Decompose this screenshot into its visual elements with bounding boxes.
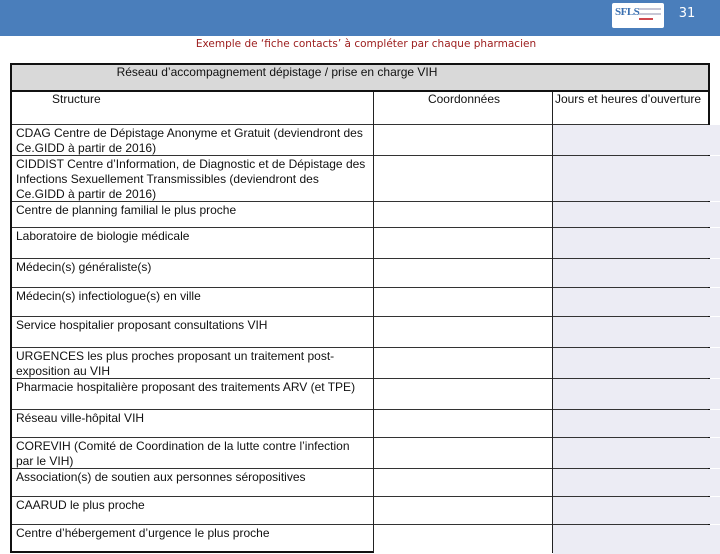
table-row <box>12 316 708 347</box>
table-row <box>12 201 708 227</box>
table-row <box>12 409 708 437</box>
structure-cell: Centre de planning familial le plus proche <box>16 203 237 217</box>
table-row <box>12 378 708 409</box>
column-header-structure: Structure <box>52 92 101 106</box>
coordonnees-cell[interactable] <box>374 410 552 437</box>
table-row <box>12 258 708 287</box>
coordonnees-cell[interactable] <box>374 348 552 378</box>
horaires-cell[interactable] <box>553 228 720 258</box>
horaires-cell[interactable] <box>553 348 720 378</box>
coordonnees-cell[interactable] <box>374 228 552 258</box>
column-header-horaires: Jours et heures d’ouverture <box>554 92 702 106</box>
column-header-coordonnees: Coordonnées <box>427 92 501 106</box>
structure-cell: CAARUD le plus proche <box>16 498 145 512</box>
coordonnees-cell[interactable] <box>374 156 552 201</box>
table-row <box>12 227 708 258</box>
page-number: 31 <box>678 6 696 21</box>
table-row <box>12 287 708 316</box>
horaires-cell[interactable] <box>553 497 720 524</box>
horaires-cell[interactable] <box>553 317 720 347</box>
coordonnees-cell[interactable] <box>374 317 552 347</box>
structure-cell: CIDDIST Centre d’Information, de Diagnostic et de Dépistage des Infections Sexuellement Transmissibles (deviendront des Ce.GIDD à partir de 2016) <box>16 157 366 201</box>
structure-cell: Association(s) de soutien aux personnes séropositives <box>16 470 306 484</box>
column-divider <box>552 92 553 552</box>
header-bar <box>0 0 720 36</box>
table-row <box>12 524 708 554</box>
coordonnees-cell[interactable] <box>374 469 552 496</box>
table-title-row <box>12 65 708 92</box>
sfls-logo <box>612 3 664 28</box>
horaires-cell[interactable] <box>553 125 720 155</box>
horaires-cell[interactable] <box>553 259 720 287</box>
structure-cell: Médecin(s) généraliste(s) <box>16 260 152 274</box>
table-row <box>12 124 708 155</box>
structure-cell: Centre d’hébergement d’urgence le plus proche <box>16 526 270 540</box>
table-row <box>12 468 708 496</box>
coordonnees-cell[interactable] <box>374 202 552 227</box>
coordonnees-cell[interactable] <box>374 497 552 524</box>
table-row <box>12 155 708 201</box>
table-row <box>12 437 708 468</box>
horaires-cell[interactable] <box>553 156 720 201</box>
horaires-cell[interactable] <box>553 288 720 316</box>
coordonnees-cell[interactable] <box>374 259 552 287</box>
logo-text: SFLS <box>615 6 640 18</box>
column-divider <box>373 92 374 552</box>
structure-cell: Réseau ville-hôpital VIH <box>16 411 145 425</box>
structure-cell: COREVIH (Comité de Coordination de la lutte contre l’infection par le VIH) <box>16 439 350 468</box>
coordonnees-cell[interactable] <box>374 288 552 316</box>
coordonnees-cell[interactable] <box>374 438 552 468</box>
structure-cell: Service hospitalier proposant consultations VIH <box>16 318 268 332</box>
horaires-cell[interactable] <box>553 438 720 468</box>
structure-cell: Médecin(s) infectiologue(s) en ville <box>16 289 201 303</box>
table-row <box>12 347 708 378</box>
structure-cell: Pharmacie hospitalière proposant des traitements ARV (et TPE) <box>16 380 356 394</box>
coordonnees-cell[interactable] <box>374 125 552 155</box>
structure-cell: URGENCES les plus proches proposant un traitement post-exposition au VIH <box>16 349 335 378</box>
horaires-cell[interactable] <box>553 469 720 496</box>
table-row <box>12 496 708 524</box>
horaires-cell[interactable] <box>553 202 720 227</box>
horaires-cell[interactable] <box>553 410 720 437</box>
caption: Exemple de ‘fiche contacts’ à compléter par chaque pharmacien <box>195 38 537 50</box>
structure-cell: Laboratoire de biologie médicale <box>16 229 190 243</box>
horaires-cell[interactable] <box>553 379 720 409</box>
table-title: Réseau d’accompagnement dépistage / prise en charge VIH <box>116 65 438 79</box>
logo-lines-icon <box>639 8 661 23</box>
coordonnees-cell[interactable] <box>374 379 552 409</box>
structure-cell: CDAG Centre de Dépistage Anonyme et Gratuit (deviendront des Ce.GIDD à partir de 2016) <box>16 126 363 155</box>
